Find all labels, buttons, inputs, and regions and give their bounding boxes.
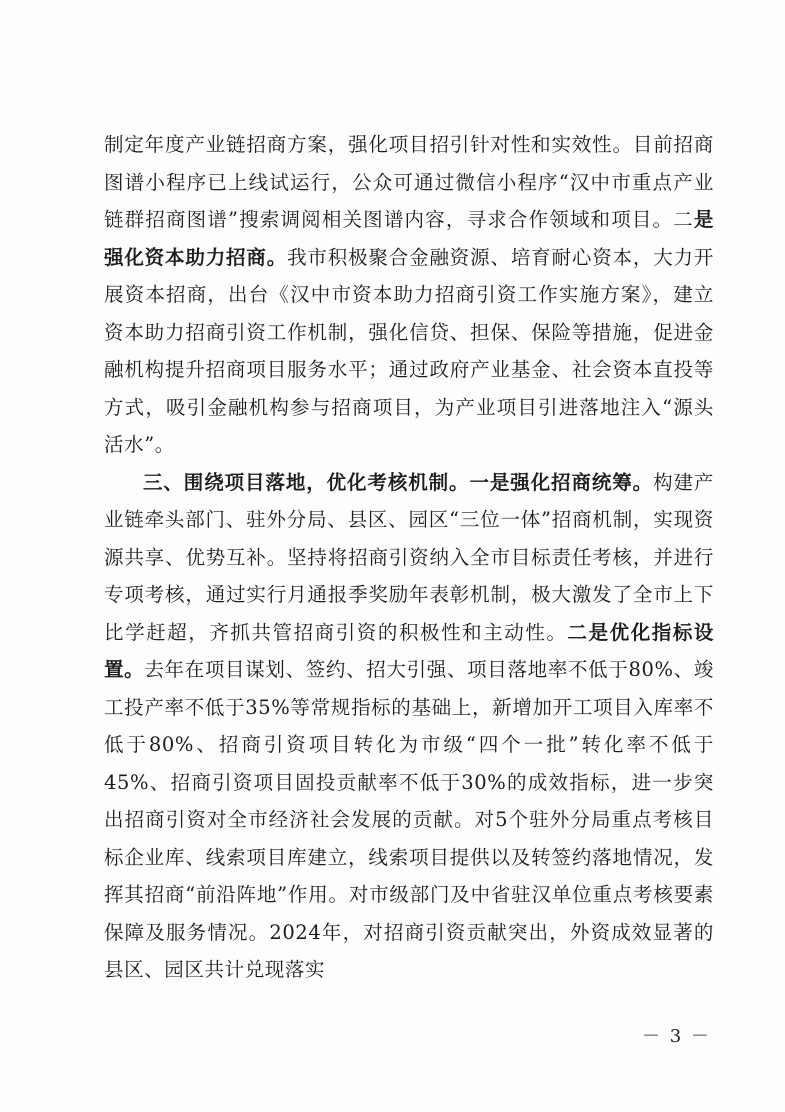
text-run: 制定年度产业链招商方案，强化项目招引针对性和实效性。目前招商图谱小程序已上线试运行，公众可通过微信小程序“汉中市重点产业链群招商图谱”搜索调阅相关图谱内容，寻求合作领域和项目。二 xyxy=(104,133,714,231)
paragraph-1 xyxy=(104,126,714,464)
body-text xyxy=(104,126,714,989)
bold-heading-run: 二是优化指标设置。 xyxy=(104,620,715,681)
text-run: 构建产业链牵头部门、驻外分局、县区、园区“三位一体”招商机制，实现资源共享、优势互补。坚持将招商引资纳入全市目标责任考核，并进行专项考核，通过实行月通报季奖励年表彰机制，极大激发了全市上下比学赶超，齐抓共管招商引资的积极性和主动性。 xyxy=(104,470,714,644)
bold-heading-run: 三、围绕项目落地，优化考核机制。一是强化招商统筹。 xyxy=(143,470,654,494)
paragraph-2 xyxy=(104,464,714,989)
text-run: 去年在项目谋划、签约、招大引强、项目落地率不低于80%、竣工投产率不低于35%等常规指标的基础上，新增加开工项目入库率不低于80%、招商引资项目转化为市级“四个一批”转化率不低于45%、招商引资项目固投贡献率不低于30%的成效指标，进一步突出招商引资对全市经济社会发展的贡献。对5个驻外分局重点考核目标企业库、线索项目库建立，线索项目提供以及转签约落地情况，发挥其招商“前沿阵地”作用。对市级部门及中省驻汉单位重点考核要素保障及服务情况。2024年，对招商引资贡献突出，外资成效显著的县区、园区共计兑现落实 xyxy=(104,658,715,981)
page-number: － 3 － xyxy=(642,1026,711,1047)
bold-heading-run: 是强化资本助力招商。 xyxy=(104,208,714,269)
text-run: 我市积极聚合金融资源、培育耐心资本，大力开展资本招商，出台《汉中市资本助力招商引资工作实施方案》，建立资本助力招商引资工作机制，强化信贷、担保、保险等措施，促进金融机构提升招商项目服务水平；通过政府产业基金、社会资本直投等方式，吸引金融机构参与招商项目，为产业项目引进落地注入“源头活水”。 xyxy=(104,245,714,456)
